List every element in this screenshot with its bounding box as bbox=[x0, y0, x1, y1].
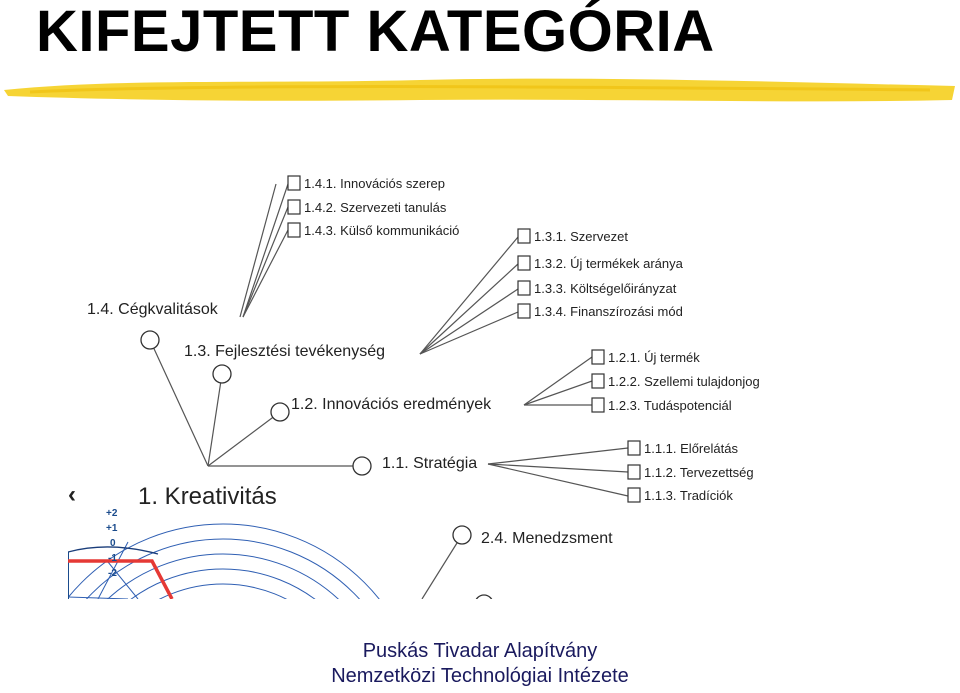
leaf-1-2-2: 1.2.2. Szellemi tulajdonjog bbox=[608, 374, 760, 389]
scale-label: +2 bbox=[106, 508, 118, 519]
leaf-1-2-1: 1.2.1. Új termék bbox=[608, 350, 700, 365]
node-1-1: 1.1. Stratégia bbox=[382, 455, 478, 472]
slide-title: KIFEJTETT KATEGÓRIA bbox=[36, 0, 715, 64]
node-2-4: 2.4. Menedzsment bbox=[481, 530, 613, 547]
node-1-3: 1.3. Fejlesztési tevékenység bbox=[184, 343, 385, 360]
scale-label: -1 bbox=[108, 553, 117, 564]
leaf-1-1-3: 1.1.3. Tradíciók bbox=[644, 488, 733, 503]
node-1-2: 1.2. Innovációs eredmények bbox=[291, 396, 492, 413]
root-node: 1. Kreativitás bbox=[138, 483, 277, 510]
leaf-1-3-3: 1.3.3. Költségelőirányzat bbox=[534, 281, 677, 296]
leaf-1-1-2: 1.1.2. Tervezettség bbox=[644, 465, 754, 480]
scale-label: +1 bbox=[106, 523, 118, 534]
leaf-1-3-4: 1.3.4. Finanszírozási mód bbox=[534, 304, 683, 319]
leaf-1-2-3: 1.2.3. Tudáspotenciál bbox=[608, 398, 732, 413]
scale-label: -2 bbox=[108, 568, 117, 579]
leaf-1-4-1: 1.4.1. Innovációs szerep bbox=[304, 176, 445, 191]
leaf-1-4-3: 1.4.3. Külső kommunikáció bbox=[304, 223, 460, 238]
footer-line-2: Nemzetközi Technológiai Intézete bbox=[331, 665, 629, 687]
chevron-left-icon: ‹ bbox=[68, 481, 76, 508]
footer-line-1: Puskás Tivadar Alapítvány bbox=[362, 640, 598, 662]
scale-label: 0 bbox=[110, 538, 116, 549]
leaf-1-3-1: 1.3.1. Szervezet bbox=[534, 229, 628, 244]
category-tree-diagram bbox=[68, 112, 825, 599]
title-underline bbox=[0, 70, 960, 110]
leaf-1-4-2: 1.4.2. Szervezeti tanulás bbox=[304, 200, 447, 215]
leaf-1-3-2: 1.3.2. Új termékek aránya bbox=[534, 256, 683, 271]
leaf-1-1-1: 1.1.1. Előrelátás bbox=[644, 441, 738, 456]
node-1-4: 1.4. Cégkvalitások bbox=[87, 301, 218, 318]
